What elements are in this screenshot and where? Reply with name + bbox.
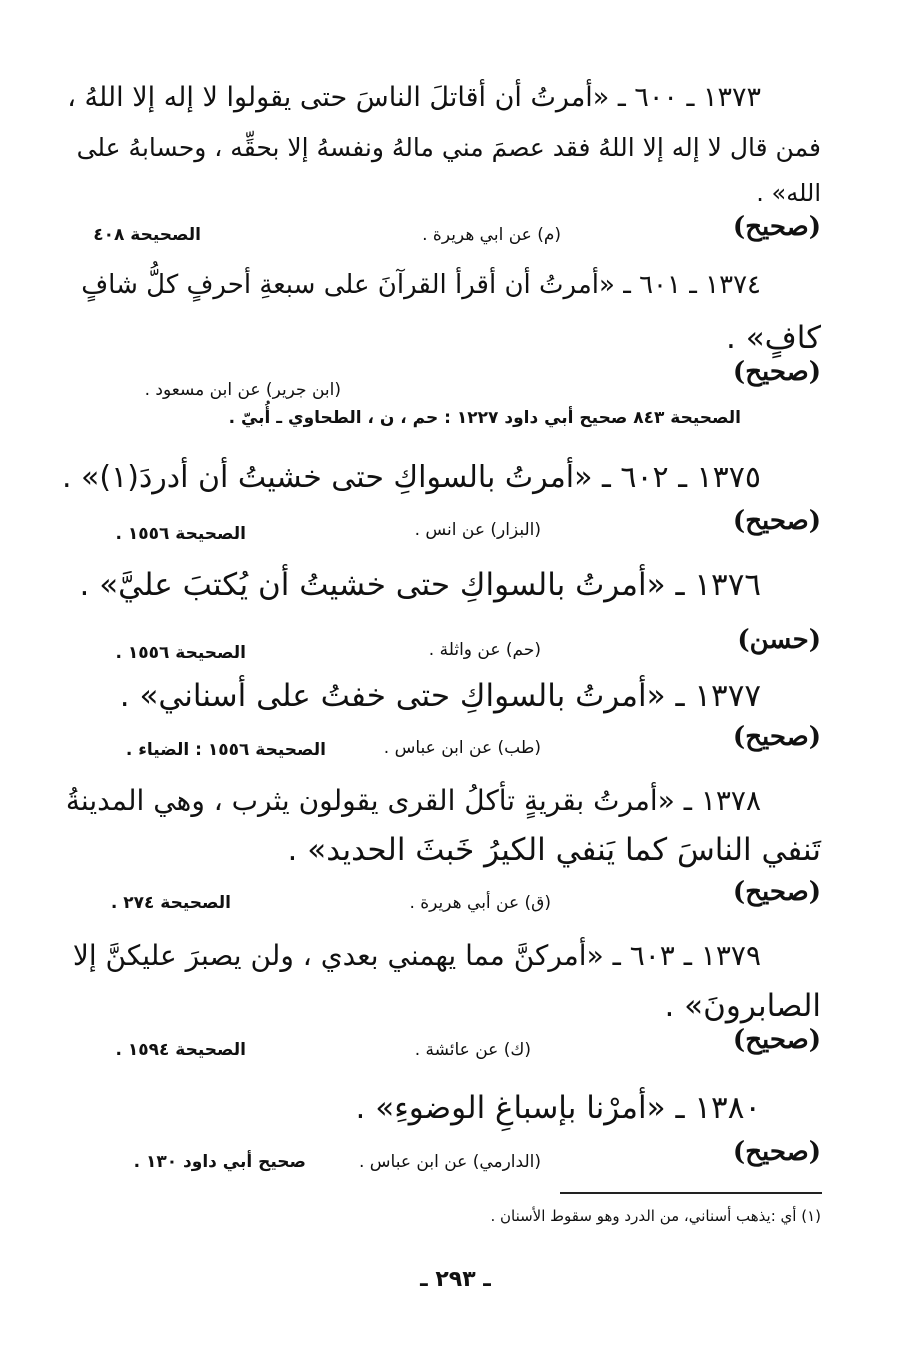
hadith-1374-line-1: ١٣٧٤ ـ ٦٠١ ـ «أمرتُ أن أقرأ القرآنَ على سبعةِ أحرفٍ كلُّ شافٍ <box>81 270 761 300</box>
hadith-1377-line-1: ١٣٧٧ ـ «أمرتُ بالسواكِ حتى خفتُ على أسناني» . <box>119 678 761 714</box>
hadith-1373-reference: الصحيحة ٤٠٨ <box>93 225 201 245</box>
hadith-1374-reference: الصحيحة ٨٤٣ صحيح أبي داود ١٢٢٧ : حم ، ن ، الطحاوي ـ أُبيّ . <box>228 408 741 428</box>
hadith-1374-grade: (صحيح) <box>732 357 821 387</box>
hadith-1378-line-2: تَنفي الناسَ كما يَنفي الكيرُ خَبثَ الحديد» . <box>287 832 821 868</box>
hadith-1379-line-2: الصابرونَ» . <box>664 988 821 1024</box>
hadith-1378-grade: (صحيح) <box>732 877 821 907</box>
hadith-1373-grade: (صحيح) <box>732 212 821 242</box>
hadith-1375-line-1: ١٣٧٥ ـ ٦٠٢ ـ «أمرتُ بالسواكِ حتى خشيتُ أن أدردَ(١)» . <box>61 460 761 495</box>
hadith-1376-reference: الصحيحة ١٥٥٦ . <box>115 643 246 663</box>
footnote-separator <box>560 1192 822 1194</box>
hadith-1379-line-1: ١٣٧٩ ـ ٦٠٣ ـ «أمركنَّ مما يهمني بعدي ، ولن يصبرَ عليكنَّ إلا <box>72 939 761 972</box>
hadith-1379-source: (ك) عن عائشة . <box>414 1040 531 1060</box>
footnote: (١) أي :يذهب أسناني، من الدرد وهو سقوط الأسنان . <box>490 1207 821 1225</box>
hadith-1376-line-1: ١٣٧٦ ـ «أمرتُ بالسواكِ حتى خشيتُ أن يُكتبَ عليَّ» . <box>79 567 761 603</box>
hadith-1375-reference: الصحيحة ١٥٥٦ . <box>115 524 246 544</box>
hadith-1375-source: (البزار) عن انس . <box>414 520 541 540</box>
hadith-1379-grade: (صحيح) <box>732 1025 821 1055</box>
hadith-1377-grade: (صحيح) <box>732 722 821 752</box>
hadith-1380-source: (الدارمي) عن ابن عباس . <box>358 1152 541 1172</box>
hadith-1374-line-2: كافٍ» . <box>725 320 821 356</box>
hadith-1374-source: (ابن جرير) عن ابن مسعود . <box>144 380 341 400</box>
hadith-1380-reference: صحيح أبي داود ١٣٠ . <box>133 1152 306 1172</box>
hadith-1375-grade: (صحيح) <box>732 506 821 536</box>
hadith-1373-line-2: فمن قال لا إله إلا اللهُ فقد عصمَ مني مالهُ ونفسهُ إلا بحقِّه ، وحسابهُ على <box>76 133 821 162</box>
hadith-1376-grade: (حسن) <box>737 625 821 655</box>
hadith-1378-line-1: ١٣٧٨ ـ «أمرتُ بقريةٍ تأكلُ القرى يقولون يثرب ، وهي المدينةُ <box>65 784 761 817</box>
hadith-1377-source: (طب) عن ابن عباس . <box>383 738 541 758</box>
hadith-1380-line-1: ١٣٨٠ ـ «أمرْنا بإسباغِ الوضوءِ» . <box>355 1090 761 1126</box>
hadith-1373-line-3: الله» . <box>756 179 821 207</box>
hadith-1378-reference: الصحيحة ٢٧٤ . <box>110 893 231 913</box>
hadith-1380-grade: (صحيح) <box>732 1137 821 1167</box>
hadith-1377-reference: الصحيحة ١٥٥٦ : الضياء . <box>125 740 326 760</box>
hadith-1373-line-1: ١٣٧٣ ـ ٦٠٠ ـ «أمرتُ أن أقاتلَ الناسَ حتى يقولوا لا إله إلا اللهُ ، <box>67 82 761 113</box>
hadith-1376-source: (حم) عن واثلة . <box>428 640 541 660</box>
hadith-1373-source: (م) عن ابي هريرة . <box>422 225 561 245</box>
hadith-1378-source: (ق) عن أبي هريرة . <box>409 893 551 913</box>
hadith-1379-reference: الصحيحة ١٥٩٤ . <box>115 1040 246 1060</box>
page-number: ـ ٢٩٣ ـ <box>420 1267 491 1292</box>
